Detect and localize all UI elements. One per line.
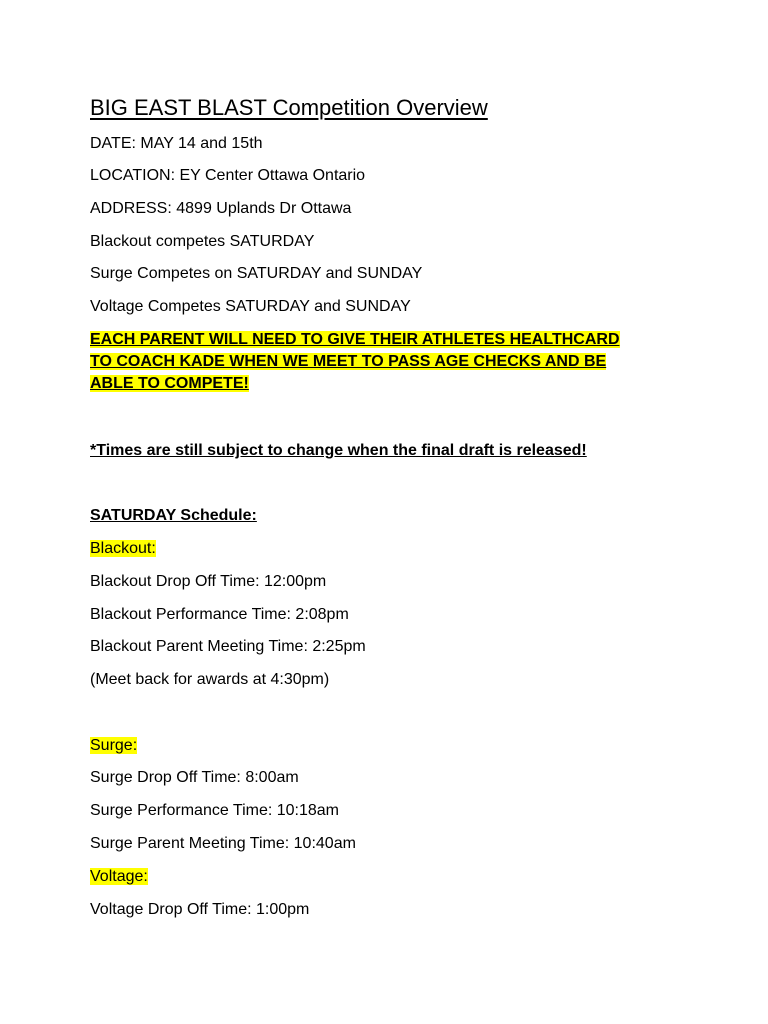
team-blackout-days: Blackout competes SATURDAY — [90, 233, 315, 250]
team-voltage-days: Voltage Competes SATURDAY and SUNDAY — [90, 298, 411, 315]
surge-section — [90, 736, 137, 755]
times-disclaimer: *Times are still subject to change when the final draft is released! — [90, 442, 587, 459]
healthcard-notice-line-1: EACH PARENT WILL NEED TO GIVE THEIR ATHLETES HEALTHCARD — [90, 331, 620, 348]
blackout-drop-off: Blackout Drop Off Time: 12:00pm — [90, 573, 327, 590]
blackout-section — [90, 539, 156, 558]
team-surge-days: Surge Competes on SATURDAY and SUNDAY — [90, 265, 423, 282]
blackout-awards-note: (Meet back for awards at 4:30pm) — [90, 671, 330, 688]
surge-parent-meeting: Surge Parent Meeting Time: 10:40am — [90, 835, 356, 852]
voltage-heading: Voltage: — [90, 868, 148, 885]
event-address: ADDRESS: 4899 Uplands Dr Ottawa — [90, 200, 352, 217]
event-date: DATE: MAY 14 and 15th — [90, 135, 263, 152]
healthcard-notice — [90, 329, 690, 395]
saturday-schedule-heading: SATURDAY Schedule: — [90, 507, 257, 524]
surge-drop-off: Surge Drop Off Time: 8:00am — [90, 769, 299, 786]
voltage-drop-off: Voltage Drop Off Time: 1:00pm — [90, 901, 310, 918]
healthcard-notice-line-3: ABLE TO COMPETE! — [90, 375, 249, 392]
event-location: LOCATION: EY Center Ottawa Ontario — [90, 167, 366, 184]
voltage-section — [90, 867, 148, 886]
surge-performance: Surge Performance Time: 10:18am — [90, 802, 340, 819]
surge-heading: Surge: — [90, 737, 138, 754]
healthcard-notice-line-2: TO COACH KADE WHEN WE MEET TO PASS AGE CHECKS AND BE — [90, 353, 607, 370]
document-title: BIG EAST BLAST Competition Overview — [90, 95, 488, 120]
blackout-heading: Blackout: — [90, 540, 156, 557]
blackout-performance: Blackout Performance Time: 2:08pm — [90, 606, 349, 623]
blackout-parent-meeting: Blackout Parent Meeting Time: 2:25pm — [90, 638, 366, 655]
